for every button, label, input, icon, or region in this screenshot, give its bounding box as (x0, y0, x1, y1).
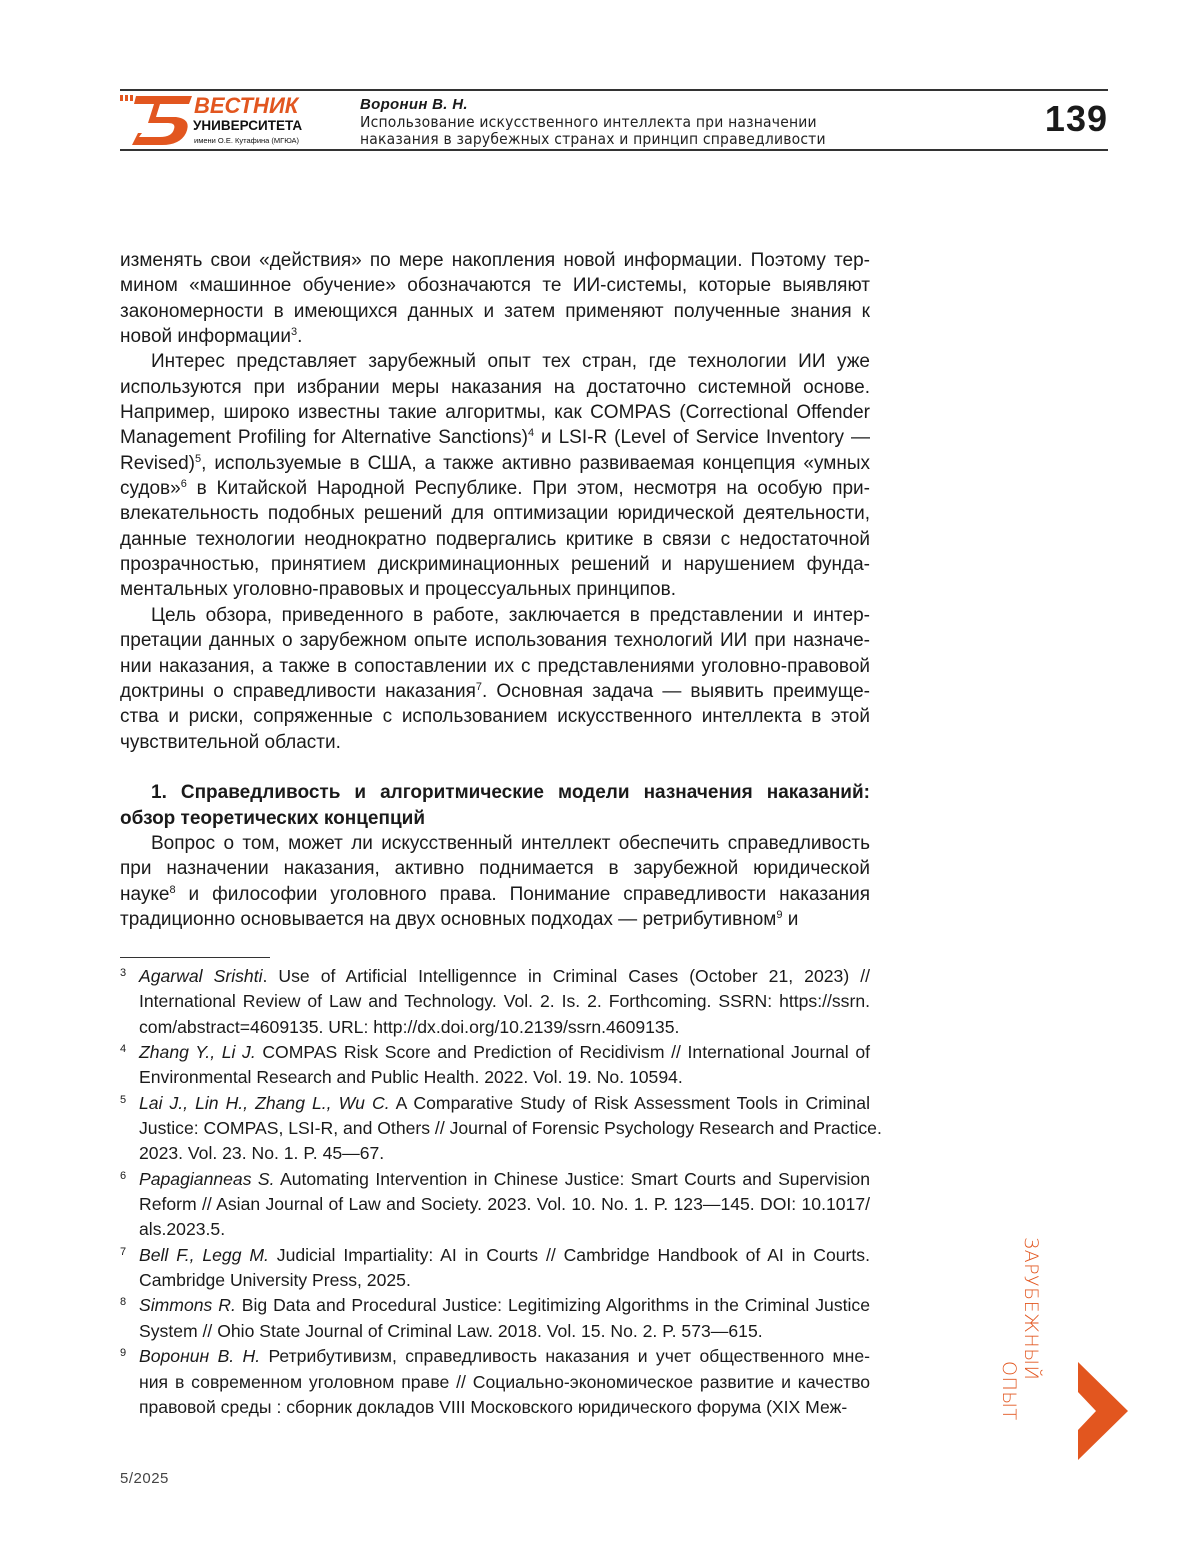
text-run: . Use of Artificial Intelligennce in Criminal Cases (October 21, 2023) // (263, 966, 871, 986)
text-line (120, 679, 870, 704)
author-name: Simmons R. (139, 1295, 236, 1315)
paragraph (120, 248, 870, 349)
footnote (120, 1167, 870, 1243)
text-line (139, 1344, 870, 1369)
text-line (139, 1293, 870, 1318)
text-run: изменять свои «действия» по мере накопления новой информации. Поэтому тер- (120, 250, 870, 271)
text-run: доктрины о справедливости наказания (120, 681, 476, 702)
text-run: судов» (120, 478, 181, 499)
header-top-rule (120, 89, 1108, 91)
text-run: и философии уголовного права. Понимание справедливости наказания (176, 884, 870, 905)
text-line (120, 451, 870, 476)
text-run: Вопрос о том, может ли искусственный интеллект обеспечить справедливость (151, 833, 870, 854)
text-run: обзор теоретических концепций (120, 808, 425, 829)
text-line (139, 1065, 870, 1090)
text-run: Ретрибутивизм, справедливость наказания и учет общественного мне- (260, 1346, 870, 1366)
text-run: COMPAS Risk Score and Prediction of Recidivism // International Journal of (256, 1042, 870, 1062)
text-line (139, 1319, 870, 1344)
footnote-ref: 5 (195, 453, 201, 465)
author-name: Zhang Y., Li J. (139, 1042, 256, 1062)
text-run: претации данных о зарубежном опыте использования технологий ИИ при назначе- (120, 630, 870, 651)
text-line (120, 425, 870, 450)
text-run: правовой среды : сборник докладов VIII Московского юридического форума (XIX Меж- (139, 1397, 847, 1417)
text-run: Reform // Asian Journal of Law and Society. 2023. Vol. 10. No. 1. P. 123—145. DOI: 10.1017/ (139, 1194, 870, 1214)
text-run: используются при избрании меры наказания на достаточно системной основе. (120, 377, 870, 398)
text-run: Cambridge University Press, 2025. (139, 1270, 411, 1290)
text-line (120, 704, 870, 729)
text-line (139, 1091, 870, 1116)
footnote (120, 1243, 870, 1294)
author-name: Lai J., Lin H., Zhang L., Wu C. (139, 1093, 390, 1113)
text-run: Automating Intervention in Chinese Justice: Smart Courts and Supervision (275, 1169, 870, 1189)
text-line (139, 1116, 870, 1141)
text-run: и (782, 909, 798, 930)
text-line (120, 299, 870, 324)
text-line (120, 907, 870, 932)
header-title-line: наказания в зарубежных странах и принцип справедливости (360, 130, 826, 148)
author-name: Bell F., Legg M. (139, 1245, 269, 1265)
footnote-number: 5 (120, 1088, 126, 1113)
issue-number: 5/2025 (120, 1470, 169, 1487)
footnote-ref: 9 (776, 909, 782, 921)
text-run: , используемые в США, а также активно развиваемая концепция «умных (201, 453, 870, 474)
text-run: закономерности в имеющихся данных и затем применяют полученные знания к (120, 301, 870, 322)
text-run: в Китайской Народной Республике. При этом, несмотря на особую при- (187, 478, 870, 499)
footnote-ref: 8 (169, 884, 175, 896)
footnote (120, 1293, 870, 1344)
text-line (120, 273, 870, 298)
text-line (120, 856, 870, 881)
text-run: com/abstract=4609135. URL: http://dx.doi.org/10.2139/ssrn.4609135. (139, 1017, 679, 1037)
text-run: нии наказания, а также в сопоставлении их с представлениями уголовно-правовой (120, 656, 870, 677)
text-line (120, 375, 870, 400)
article-body (120, 248, 870, 932)
text-line (120, 831, 870, 856)
footnote-ref: 7 (476, 681, 482, 693)
text-line (120, 654, 870, 679)
logo-subtitle: УНИВЕРСИТЕТА (193, 118, 302, 133)
text-line (139, 1243, 870, 1268)
footnote (120, 1091, 870, 1167)
text-run: данные технологии неоднократно подвергались критике в связи с недостаточной (120, 529, 870, 550)
footnote-number: 4 (120, 1037, 126, 1062)
text-run: ства и риски, сопряженные с использованием искусственного интеллекта в этой (120, 706, 870, 727)
text-line (139, 1395, 870, 1420)
header-author: Воронин В. Н. (360, 96, 468, 113)
paragraph (120, 831, 870, 932)
footnote-ref: 3 (291, 326, 297, 338)
logo-caption: имени О.Е. Кутафина (МГЮА) (194, 136, 300, 145)
footnote-separator (120, 957, 270, 958)
text-run: Justice: COMPAS, LSI-R, and Others // Journal of Forensic Psychology Research and Practice. (139, 1118, 882, 1138)
text-line (139, 1015, 870, 1040)
text-line (120, 806, 870, 831)
text-run: . Основная задача — выявить преимуще- (482, 681, 870, 702)
text-run: науке (120, 884, 169, 905)
paragraph (120, 603, 870, 755)
text-run: новой информации (120, 326, 291, 347)
journal-logo (118, 93, 318, 147)
text-run: . (297, 326, 302, 347)
text-run: Judicial Impartiality: AI in Courts // Cambridge Handbook of AI in Courts. (269, 1245, 870, 1265)
section-arrow-icon (1076, 1362, 1130, 1460)
text-run: прозрачностью, принятием дискриминационных решений и нарушением фунда- (120, 554, 870, 575)
text-run: Например, широко известны такие алгоритмы, как COMPAS (Correctional Offender (120, 402, 870, 423)
footnote-number: 7 (120, 1240, 126, 1265)
author-name: Воронин В. Н. (139, 1346, 260, 1366)
footnote-ref: 4 (528, 427, 534, 439)
text-run: 2023. Vol. 23. No. 1. P. 45—67. (139, 1143, 384, 1163)
section-label-line: ОПЫТ (998, 1237, 1020, 1421)
text-run: Big Data and Procedural Justice: Legitimizing Algorithms in the Criminal Justice (236, 1295, 870, 1315)
text-line (120, 577, 870, 602)
author-name: Agarwal Srishti (139, 966, 263, 986)
text-line (139, 964, 870, 989)
text-line (120, 882, 870, 907)
paragraph (120, 349, 870, 602)
text-line (120, 476, 870, 501)
text-run: мином «машинное обучение» обозначаются те ИИ-системы, которые выявляют (120, 275, 870, 296)
text-run: Цель обзора, приведенного в работе, заключается в представлении и интер- (151, 605, 870, 626)
text-line (120, 501, 870, 526)
text-line (120, 400, 870, 425)
text-run: A Comparative Study of Risk Assessment Tools in Criminal (390, 1093, 870, 1113)
text-line (120, 349, 870, 374)
text-line (120, 780, 870, 805)
text-run: традиционно основывается на двух основных подходах — ретрибутивном (120, 909, 776, 930)
footnote (120, 1344, 870, 1420)
text-line (139, 1141, 870, 1166)
text-run: при назначении наказания, активно поднимается в зарубежной юридической (120, 858, 870, 879)
section-heading (120, 780, 870, 831)
text-run: и LSI-R (Level of Service Inventory — (534, 427, 870, 448)
text-run: ментальных уголовно-правовых и процессуальных принципов. (120, 579, 676, 600)
footnote (120, 1040, 870, 1091)
text-line (120, 730, 870, 755)
section-label (998, 1237, 1042, 1421)
text-line (120, 552, 870, 577)
section-label-line: ЗАРУБЕЖНЫЙ (1020, 1237, 1042, 1421)
author-name: Papagianneas S. (139, 1169, 275, 1189)
text-run: 1. Справедливость и алгоритмические модели назначения наказаний: (151, 782, 870, 803)
text-line (120, 603, 870, 628)
text-run: Management Profiling for Alternative Sanctions) (120, 427, 528, 448)
text-run: System // Ohio State Journal of Criminal Law. 2018. Vol. 15. No. 2. P. 573—615. (139, 1321, 763, 1341)
text-run: als.2023.5. (139, 1219, 225, 1239)
logo-title: ВЕСТНИК (194, 93, 300, 118)
footnote-ref: 6 (181, 478, 187, 490)
text-line (120, 324, 870, 349)
text-run: Revised) (120, 453, 195, 474)
text-line (120, 248, 870, 273)
text-run: International Review of Law and Technology. Vol. 2. Is. 2. Forthcoming. SSRN: https://ssrn. (139, 991, 870, 1011)
text-line (139, 989, 870, 1014)
text-line (139, 1217, 870, 1242)
footnote-number: 3 (120, 961, 126, 986)
footnote-number: 6 (120, 1164, 126, 1189)
header-title-line: Использование искусственного интеллекта при назначении (360, 113, 817, 131)
text-run: ния в современном уголовном праве // Социально-экономическое развитие и качество (139, 1372, 870, 1392)
footnote-number: 9 (120, 1341, 126, 1366)
text-line (139, 1370, 870, 1395)
header-bottom-rule (120, 149, 1108, 151)
footnote-number: 8 (120, 1290, 126, 1315)
footnotes (120, 964, 870, 1420)
text-line (139, 1192, 870, 1217)
footnote (120, 964, 870, 1040)
text-run: Интерес представляет зарубежный опыт тех стран, где технологии ИИ уже (151, 351, 870, 372)
text-run: Environmental Research and Public Health. 2022. Vol. 19. No. 10594. (139, 1067, 683, 1087)
text-line (139, 1268, 870, 1293)
text-run: влекательность подобных решений для оптимизации юридической деятельности, (120, 503, 870, 524)
text-line (139, 1040, 870, 1065)
text-line (139, 1167, 870, 1192)
text-line (120, 527, 870, 552)
page-number: 139 (1045, 98, 1108, 140)
text-line (120, 628, 870, 653)
paragraph-gap (120, 755, 870, 780)
text-run: чувствительной области. (120, 732, 341, 753)
